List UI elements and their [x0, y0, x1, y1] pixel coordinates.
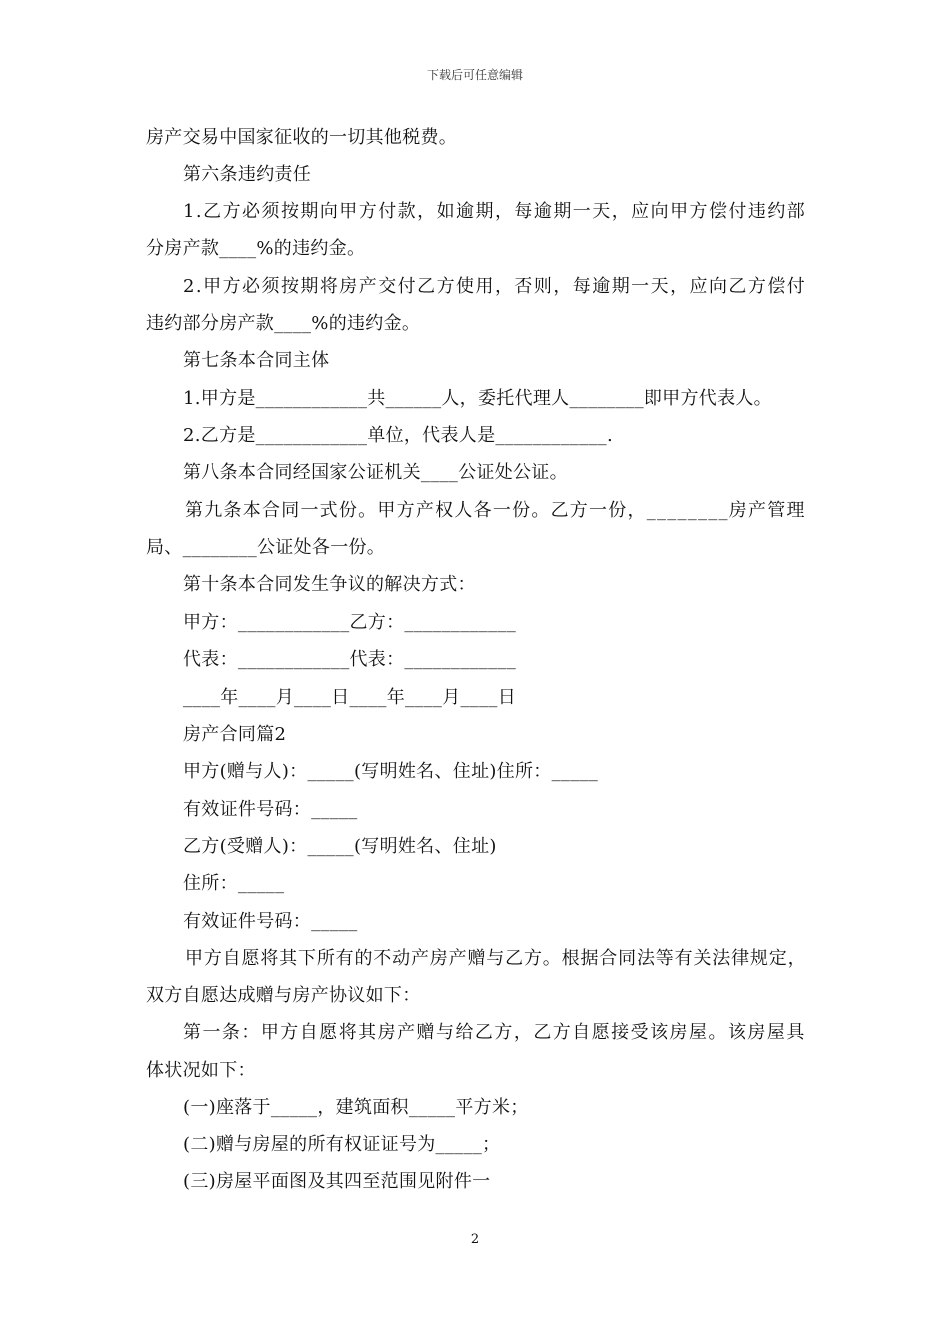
text-line: 体状况如下： [146, 1060, 256, 1081]
text-line: 第九条本合同一式份。甲方产权人各一份。乙方一份，________房产管理 [185, 500, 806, 521]
text-line: 有效证件号码：_____ [183, 799, 358, 820]
text-line: 住所：_____ [183, 873, 285, 894]
text-line: 甲方(赠与人)：_____(写明姓名、住址)住所：_____ [183, 761, 599, 782]
page-header: 下载后可任意编辑 [426, 68, 523, 82]
text-line: 违约部分房产款____%的违约金。 [146, 313, 421, 334]
text-line: 有效证件号码：_____ [183, 911, 358, 932]
text-line: 代表：____________代表：____________ [183, 649, 516, 670]
text-line: (三)房屋平面图及其四至范围见附件一 [183, 1171, 491, 1192]
text-line: 第七条本合同主体 [183, 350, 330, 371]
text-line: (一)座落于_____，建筑面积_____平方米； [183, 1097, 529, 1118]
text-line: 第十条本合同发生争议的解决方式： [183, 574, 476, 595]
text-line: 1.甲方是____________共______人，委托代理人________即甲方代表人。 [183, 388, 772, 409]
text-line: 第一条：甲方自愿将其房产赠与给乙方，乙方自愿接受该房屋。该房屋具 [183, 1022, 806, 1043]
text-line: 乙方(受赠人)：_____(写明姓名、住址) [183, 836, 497, 857]
text-line: 双方自愿达成赠与房产协议如下： [146, 985, 421, 1006]
text-line: 2.乙方是____________单位，代表人是____________. [183, 425, 613, 446]
section-title: 房产合同篇2 [183, 724, 287, 745]
page-number: 2 [470, 1232, 480, 1247]
text-line: 分房产款____%的违约金。 [146, 238, 366, 259]
text-line: 甲方：____________乙方：____________ [183, 612, 516, 633]
text-line: 第六条违约责任 [183, 164, 312, 185]
text-line: ____年____月____日____年____月____日 [183, 687, 516, 708]
text-line: 1.乙方必须按期向甲方付款，如逾期，每逾期一天，应向甲方偿付违约部 [183, 201, 807, 222]
text-line: 局、________公证处各一份。 [146, 537, 386, 558]
text-line: 2.甲方必须按期将房产交付乙方使用，否则，每逾期一天，应向乙方偿付 [183, 276, 807, 297]
text-line: 第八条本合同经国家公证机关____公证处公证。 [183, 462, 568, 483]
text-line: 房产交易中国家征收的一切其他税费。 [146, 127, 458, 148]
text-line: (二)赠与房屋的所有权证证号为_____； [183, 1134, 501, 1155]
text-line: 甲方自愿将其下所有的不动产房产赠与乙方。根据合同法等有关法律规定， [185, 948, 807, 969]
